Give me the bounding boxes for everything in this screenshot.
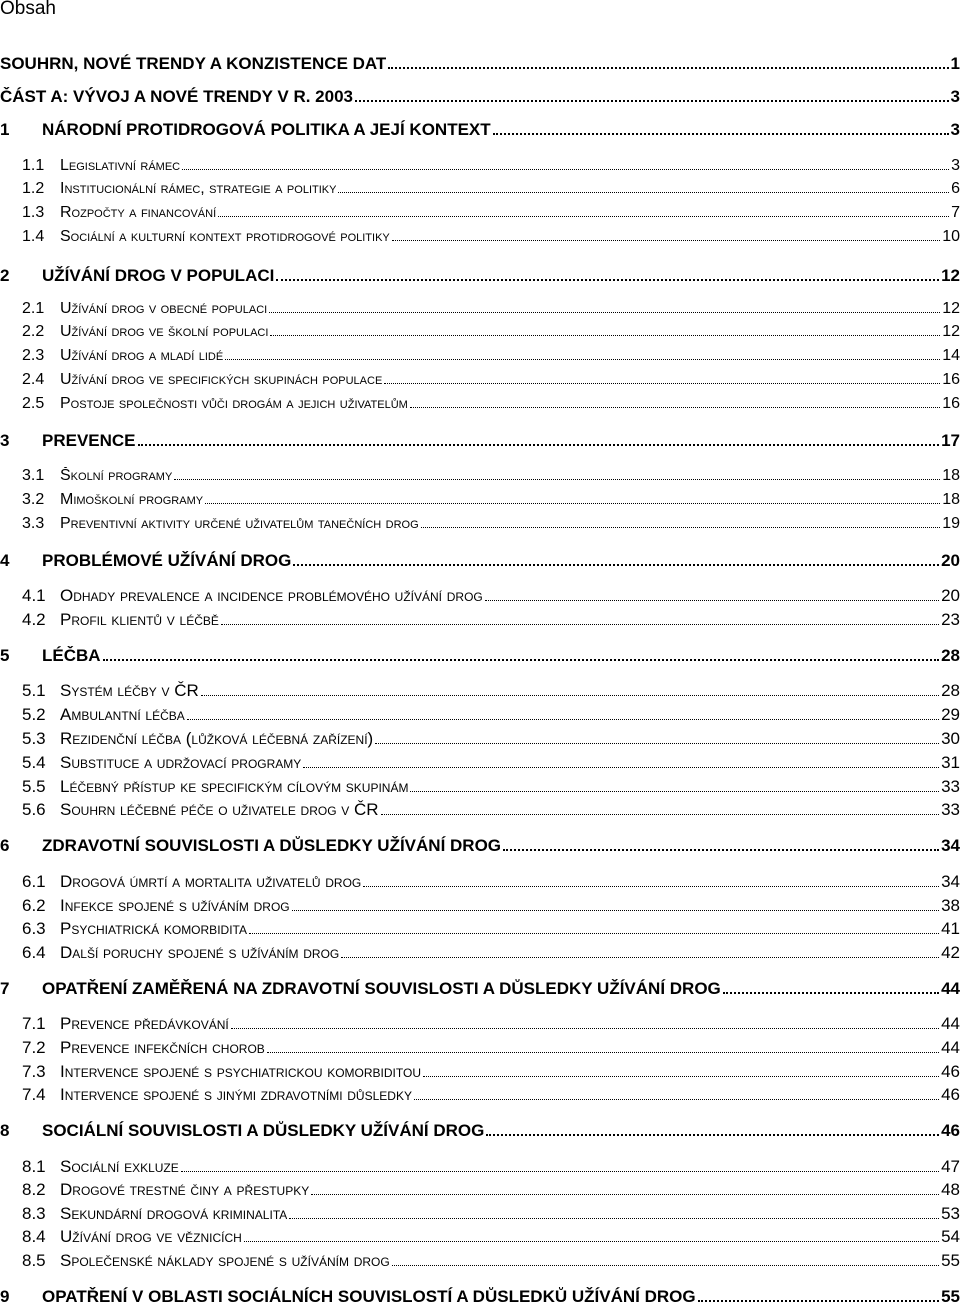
toc-entry-title: Užívání drog ve specifických skupinách populace <box>60 371 383 388</box>
toc-entry-number: 8.3 <box>22 1204 46 1223</box>
toc-entry-number: 4 <box>0 551 10 570</box>
toc-section-entry[interactable] <box>0 586 960 606</box>
toc-entry-page-number: 16 <box>942 371 960 388</box>
toc-entry-title: Ambulantní léčba <box>60 705 185 724</box>
toc-entry-page-number: 53 <box>941 1204 960 1223</box>
dot-leader <box>503 849 939 851</box>
dot-leader <box>293 564 939 566</box>
toc-entry-number: 5.4 <box>22 753 46 772</box>
dot-leader <box>270 335 940 336</box>
toc-entry-page-number: 46 <box>941 1062 960 1081</box>
toc-section-entry[interactable] <box>0 1085 960 1105</box>
toc-entry-title: Drogová úmrtí a mortalita uživatelů drog <box>60 872 362 891</box>
toc-entry-number: 8.1 <box>22 1157 46 1176</box>
toc-entry-page-number: 20 <box>941 551 960 570</box>
dot-leader <box>392 1265 939 1266</box>
toc-section-entry[interactable] <box>0 753 960 773</box>
toc-section-entry[interactable] <box>0 896 960 916</box>
toc-entry-title: PREVENCE <box>42 431 136 450</box>
toc-chapter-entry[interactable] <box>0 551 960 571</box>
toc-entry-number: 5.3 <box>22 729 46 748</box>
toc-entry-page-number: 12 <box>942 323 960 340</box>
toc-chapter-entry[interactable] <box>0 120 960 140</box>
toc-entry-number: 5.5 <box>22 777 46 796</box>
toc-section-entry[interactable] <box>0 395 960 413</box>
dot-leader <box>698 1300 939 1302</box>
toc-entry-page-number: 33 <box>941 800 960 819</box>
dot-leader <box>303 767 939 768</box>
toc-entry-page-number: 54 <box>941 1227 960 1246</box>
dot-leader <box>410 407 940 408</box>
toc-chapter-entry[interactable] <box>0 54 960 74</box>
toc-chapter-entry[interactable] <box>0 431 960 451</box>
toc-entry-title: Infekce spojené s užíváním drog <box>60 896 290 915</box>
toc-section-entry[interactable] <box>0 204 960 222</box>
toc-entry-title: Odhady prevalence a incidence problémového užívání drog <box>60 586 483 605</box>
toc-entry-number: 6.2 <box>22 896 46 915</box>
toc-entry-page-number: 3 <box>951 157 960 174</box>
toc-entry-title: ČÁST A: VÝVOJ A NOVÉ TRENDY V R. 2003 <box>0 87 353 106</box>
dot-leader <box>218 216 949 217</box>
toc-entry-title: SOUHRN, NOVÉ TRENDY A KONZISTENCE DAT <box>0 54 387 73</box>
dot-leader <box>225 359 940 360</box>
toc-entry-title: Psychiatrická komorbidita <box>60 919 247 938</box>
dot-leader <box>493 133 949 135</box>
toc-entry-number: 3.3 <box>22 515 45 532</box>
toc-entry-title: UŽÍVÁNÍ DROG V POPULACI <box>42 266 275 285</box>
toc-entry-title: Sekundární drogová kriminalita <box>60 1204 288 1223</box>
toc-entry-title: ZDRAVOTNÍ SOUVISLOSTI A DŮSLEDKY UŽÍVÁNÍ DROG <box>42 836 502 855</box>
toc-entry-number: 2 <box>0 266 10 285</box>
toc-entry-title: Systém léčby v ČR <box>60 681 199 700</box>
toc-entry-page-number: 33 <box>941 777 960 796</box>
toc-section-entry[interactable] <box>0 943 960 963</box>
toc-chapter-entry[interactable] <box>0 836 960 856</box>
toc-entry-number: 1.3 <box>22 204 45 221</box>
toc-section-entry[interactable] <box>0 180 960 198</box>
toc-entry-page-number: 38 <box>941 896 960 915</box>
toc-entry-number: 6.3 <box>22 919 46 938</box>
toc-entry-page-number: 10 <box>942 228 960 245</box>
toc-entry-page-number: 44 <box>941 1038 960 1057</box>
toc-entry-title: Profil klientů v léčbě <box>60 610 219 629</box>
toc-entry-page-number: 55 <box>941 1287 960 1306</box>
toc-entry-page-number: 46 <box>941 1085 960 1104</box>
toc-entry-title: Preventivní aktivity určené uživatelům tanečních drog <box>60 515 419 532</box>
toc-entry-page-number: 1 <box>950 54 960 73</box>
toc-section-entry[interactable] <box>0 1038 960 1058</box>
dot-leader <box>485 600 939 601</box>
toc-section-entry[interactable] <box>0 1062 960 1082</box>
toc-entry-page-number: 46 <box>941 1121 960 1140</box>
toc-entry-number: 1.4 <box>22 228 45 245</box>
toc-section-entry[interactable] <box>0 729 960 749</box>
toc-entry-number: 3.1 <box>22 467 45 484</box>
toc-entry-title: Intervence spojené s jinými zdravotními důsledky <box>60 1085 412 1104</box>
toc-entry-title: Legislativní rámec <box>60 157 181 174</box>
toc-entry-number: 8 <box>0 1121 10 1140</box>
toc-entry-page-number: 12 <box>941 266 960 285</box>
toc-chapter-entry[interactable] <box>0 1287 960 1307</box>
dot-leader <box>338 192 949 193</box>
toc-entry-number: 7.1 <box>22 1014 46 1033</box>
dot-leader <box>723 992 939 994</box>
toc-entry-number: 7 <box>0 979 10 998</box>
toc-entry-title: LÉČBA <box>42 646 101 665</box>
toc-entry-number: 3.2 <box>22 491 45 508</box>
dot-leader <box>231 1028 939 1029</box>
dot-leader <box>341 957 939 958</box>
toc-entry-title: Společenské náklady spojené s užíváním drog <box>60 1251 390 1270</box>
toc-section-entry[interactable] <box>0 1204 960 1224</box>
toc-entry-number: 5.2 <box>22 705 46 724</box>
toc-section-entry[interactable] <box>0 777 960 797</box>
toc-entry-number: 2.1 <box>22 300 45 317</box>
toc-entry-number: 6.1 <box>22 872 46 891</box>
dot-leader <box>486 1134 939 1136</box>
toc-chapter-entry[interactable] <box>0 979 960 999</box>
toc-section-entry[interactable] <box>0 705 960 725</box>
toc-section-entry[interactable] <box>0 1014 960 1034</box>
dot-leader <box>292 910 939 911</box>
toc-entry-title: Školní programy <box>60 467 173 484</box>
toc-entry-number: 6.4 <box>22 943 46 962</box>
toc-section-entry[interactable] <box>0 323 960 341</box>
toc-section-entry[interactable] <box>0 371 960 389</box>
dot-leader <box>423 1076 939 1077</box>
toc-entry-number: 1.2 <box>22 180 45 197</box>
toc-entry-page-number: 42 <box>941 943 960 962</box>
toc-entry-title: Užívání drog a mladí lidé <box>60 347 224 364</box>
toc-entry-title: Institucionální rámec, strategie a politiky <box>60 180 337 197</box>
toc-entry-title: Léčebný přístup ke specifickým cílovým skupinám <box>60 777 409 796</box>
toc-section-entry[interactable] <box>0 515 960 533</box>
toc-entry-title: Sociální a kulturní kontext protidrogové politiky <box>60 228 390 245</box>
toc-section-entry[interactable] <box>0 1180 960 1200</box>
toc-entry-number: 8.5 <box>22 1251 46 1270</box>
toc-entry-title: Další poruchy spojené s užíváním drog <box>60 943 340 962</box>
dot-leader <box>363 886 939 887</box>
toc-section-entry[interactable] <box>0 228 960 246</box>
toc-entry-page-number: 34 <box>941 836 960 855</box>
toc-entry-page-number: 14 <box>942 347 960 364</box>
toc-entry-page-number: 19 <box>942 515 960 532</box>
toc-entry-title: Prevence infekčních chorob <box>60 1038 265 1057</box>
dot-leader <box>201 695 939 696</box>
toc-section-entry[interactable] <box>0 467 960 485</box>
toc-entry-page-number: 29 <box>941 705 960 724</box>
dot-leader <box>311 1194 939 1195</box>
toc-entry-page-number: 44 <box>941 979 960 998</box>
toc-section-entry[interactable] <box>0 1157 960 1177</box>
toc-entry-page-number: 12 <box>942 300 960 317</box>
toc-entry-page-number: 17 <box>941 431 960 450</box>
toc-entry-title: Užívání drog v obecné populaci <box>60 300 268 317</box>
dot-leader <box>392 240 940 241</box>
toc-chapter-entry[interactable] <box>0 1121 960 1141</box>
dot-leader <box>384 383 940 384</box>
toc-entry-page-number: 30 <box>941 729 960 748</box>
dot-leader <box>388 67 948 69</box>
toc-section-entry[interactable] <box>0 919 960 939</box>
toc-entry-page-number: 7 <box>951 204 960 221</box>
toc-entry-number: 8.2 <box>22 1180 46 1199</box>
toc-entry-page-number: 28 <box>941 681 960 700</box>
dot-leader <box>414 1099 939 1100</box>
toc-entry-title: Souhrn léčebné péče o uživatele drog v ČR <box>60 800 379 819</box>
toc-entry-title: OPATŘENÍ V OBLASTI SOCIÁLNÍCH SOUVISLOSTÍ A DŮSLEDKŮ UŽÍVÁNÍ DROG <box>42 1287 696 1306</box>
toc-entry-number: 7.3 <box>22 1062 46 1081</box>
toc-chapter-entry[interactable] <box>0 646 960 666</box>
toc-entry-title: SOCIÁLNÍ SOUVISLOSTI A DŮSLEDKY UŽÍVÁNÍ DROG <box>42 1121 485 1140</box>
toc-entry-number: 1 <box>0 120 10 139</box>
toc-section-entry[interactable] <box>0 157 960 175</box>
dot-leader <box>182 169 949 170</box>
toc-entry-page-number: 41 <box>941 919 960 938</box>
toc-entry-title: Postoje společnosti vůči drogám a jejich uživatelům <box>60 395 408 412</box>
dot-leader <box>276 279 939 281</box>
toc-entry-page-number: 18 <box>942 467 960 484</box>
toc-entry-number: 5.6 <box>22 800 46 819</box>
toc-entry-page-number: 28 <box>941 646 960 665</box>
dot-leader <box>410 791 939 792</box>
toc-entry-page-number: 18 <box>942 491 960 508</box>
toc-entry-number: 6 <box>0 836 10 855</box>
toc-entry-number: 5.1 <box>22 681 46 700</box>
toc-entry-title: Sociální exkluze <box>60 1157 179 1176</box>
toc-entry-page-number: 34 <box>941 872 960 891</box>
toc-entry-page-number: 6 <box>951 180 960 197</box>
toc-section-entry[interactable] <box>0 1227 960 1247</box>
dot-leader <box>181 1171 939 1172</box>
toc-entry-page-number: 47 <box>941 1157 960 1176</box>
dot-leader <box>103 659 940 661</box>
toc-section-entry[interactable] <box>0 610 960 630</box>
toc-entry-page-number: 55 <box>941 1251 960 1270</box>
toc-entry-page-number: 44 <box>941 1014 960 1033</box>
toc-entry-page-number: 23 <box>941 610 960 629</box>
dot-leader <box>244 1241 939 1242</box>
toc-entry-number: 2.5 <box>22 395 45 412</box>
toc-entry-page-number: 3 <box>950 87 960 106</box>
toc-entry-title: Substituce a udržovací programy <box>60 753 302 772</box>
toc-section-entry[interactable] <box>0 872 960 892</box>
toc-entry-number: 1.1 <box>22 157 45 174</box>
toc-section-entry[interactable] <box>0 681 960 701</box>
dot-leader <box>375 743 939 744</box>
toc-entry-number: 5 <box>0 646 10 665</box>
toc-entry-number: 7.4 <box>22 1085 46 1104</box>
toc-section-entry[interactable] <box>0 1251 960 1271</box>
toc-entry-title: Užívání drog ve školní populaci <box>60 323 269 340</box>
toc-entry-number: 4.1 <box>22 586 46 605</box>
toc-entry-page-number: 31 <box>941 753 960 772</box>
toc-entry-page-number: 20 <box>941 586 960 605</box>
dot-leader <box>174 479 940 480</box>
toc-entry-title: NÁRODNÍ PROTIDROGOVÁ POLITIKA A JEJÍ KONTEXT <box>42 120 491 139</box>
toc-chapter-entry[interactable] <box>0 87 960 107</box>
toc-entry-number: 7.2 <box>22 1038 46 1057</box>
toc-entry-page-number: 16 <box>942 395 960 412</box>
toc-entry-number: 2.2 <box>22 323 45 340</box>
toc-entry-title: Rezidenční léčba (lůžková léčebná zařízení) <box>60 729 374 748</box>
toc-entry-title: Rozpočty a financování <box>60 204 217 221</box>
toc-entry-title: OPATŘENÍ ZAMĚŘENÁ NA ZDRAVOTNÍ SOUVISLOSTI A DŮSLEDKY UŽÍVÁNÍ DROG <box>42 979 721 998</box>
toc-entry-number: 4.2 <box>22 610 46 629</box>
dot-leader <box>267 1052 939 1053</box>
dot-leader <box>381 814 940 815</box>
toc-chapter-entry[interactable] <box>0 266 960 286</box>
toc-entry-title: Užívání drog ve věznicích <box>60 1227 242 1246</box>
toc-section-entry[interactable] <box>0 300 960 318</box>
dot-leader <box>205 503 940 504</box>
toc-section-entry[interactable] <box>0 491 960 509</box>
dot-leader <box>221 624 939 625</box>
toc-entry-number: 9 <box>0 1287 10 1306</box>
dot-leader <box>138 444 940 446</box>
toc-entry-title: Drogové trestné činy a přestupky <box>60 1180 310 1199</box>
dot-leader <box>269 312 940 313</box>
toc-entry-title: Prevence předávkování <box>60 1014 229 1033</box>
dot-leader <box>421 527 941 528</box>
toc-entry-number: 8.4 <box>22 1227 46 1246</box>
toc-section-entry[interactable] <box>0 347 960 365</box>
toc-entry-title: Mimoškolní programy <box>60 491 204 508</box>
dot-leader <box>187 719 939 720</box>
toc-entry-title: PROBLÉMOVÉ UŽÍVÁNÍ DROG <box>42 551 292 570</box>
toc-entry-number: 3 <box>0 431 10 450</box>
toc-entry-number: 2.3 <box>22 347 45 364</box>
toc-entry-page-number: 48 <box>941 1180 960 1199</box>
toc-entry-title: Intervence spojené s psychiatrickou komorbiditou <box>60 1062 422 1081</box>
toc-entry-number: 2.4 <box>22 371 45 388</box>
toc-section-entry[interactable] <box>0 800 960 820</box>
toc-entry-page-number: 3 <box>950 120 960 139</box>
dot-leader <box>249 933 939 934</box>
dot-leader <box>355 100 949 102</box>
page-title: Obsah <box>0 0 56 19</box>
dot-leader <box>289 1218 939 1219</box>
